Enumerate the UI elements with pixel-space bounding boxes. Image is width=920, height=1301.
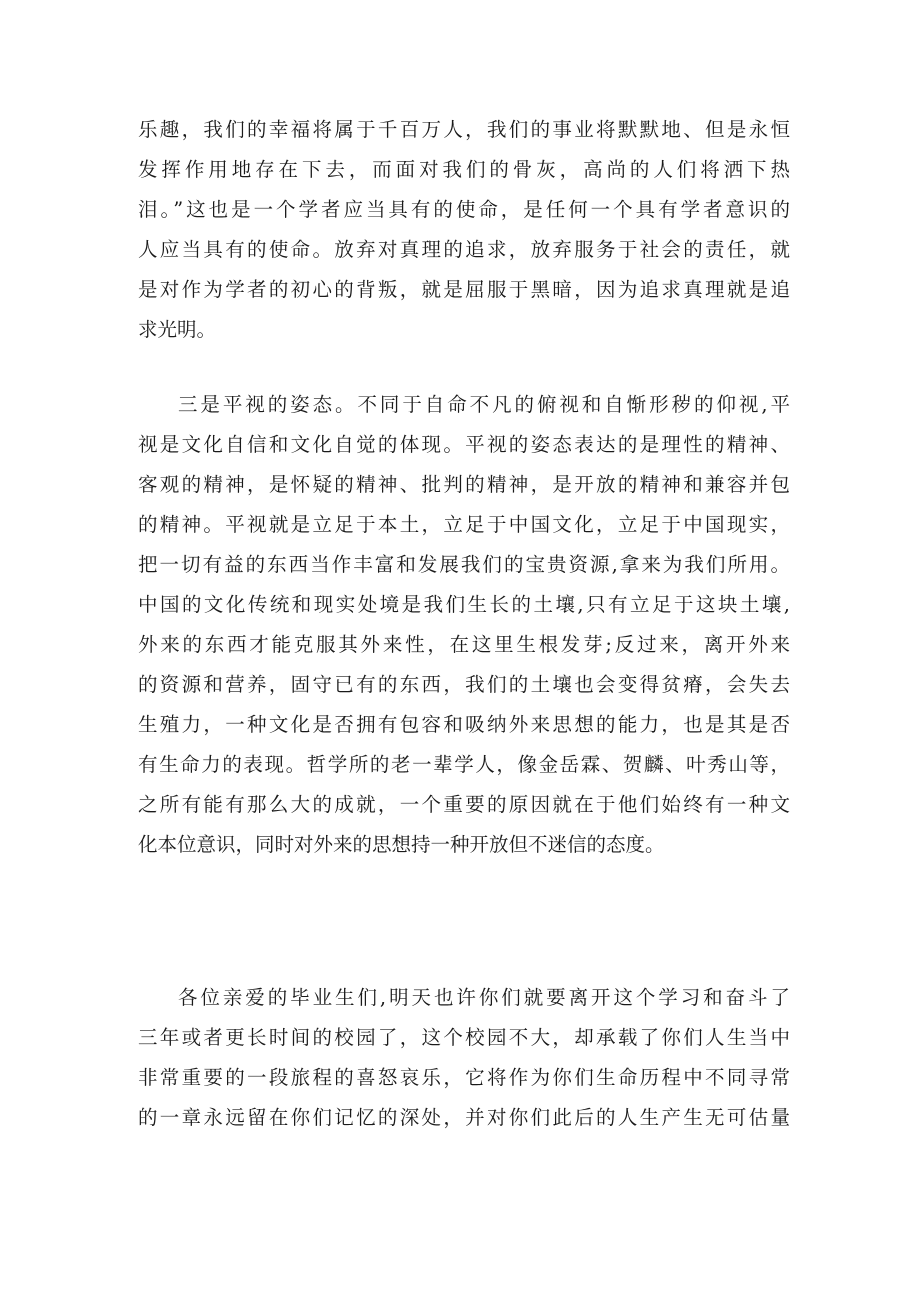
text-line: 的精神。平视就是立足于本土，立足于中国文化，立足于中国现实， bbox=[138, 513, 790, 536]
text-line: 中国的文化传统和现实处境是我们生长的土壤,只有立足于这块土壤, bbox=[138, 593, 790, 616]
text-line: 把一切有益的东西当作丰富和发展我们的宝贵资源,拿来为我们所用。 bbox=[138, 553, 790, 576]
text-line: 之所有能有那么大的成就，一个重要的原因就在于他们始终有一种文 bbox=[138, 793, 790, 816]
paragraph-3 bbox=[138, 978, 790, 1138]
text-line: 外来的东西才能克服其外来性，在这里生根发芽;反过来，离开外来 bbox=[138, 633, 790, 656]
text-line: 的资源和营养，固守已有的东西，我们的土壤也会变得贫瘠，会失去 bbox=[138, 673, 790, 696]
text-line: 生殖力，一种文化是否拥有包容和吸纳外来思想的能力，也是其是否 bbox=[138, 713, 790, 736]
paragraph-1 bbox=[138, 110, 790, 350]
text-line: 非常重要的一段旅程的喜怒哀乐，它将作为你们生命历程中不同寻常 bbox=[138, 1066, 790, 1089]
text-line: 的一章永远留在你们记忆的深处，并对你们此后的人生产生无可估量 bbox=[138, 1106, 790, 1129]
text-line: 客观的精神，是怀疑的精神、批判的精神，是开放的精神和兼容并包 bbox=[138, 473, 790, 496]
text-line: 人应当具有的使命。放弃对真理的追求，放弃服务于社会的责任，就 bbox=[138, 238, 790, 261]
text-line: 视是文化自信和文化自觉的体现。平视的姿态表达的是理性的精神、 bbox=[138, 433, 790, 456]
text-line: 化本位意识，同时对外来的思想持一种开放但不迷信的态度。 bbox=[138, 833, 665, 856]
text-line: 各位亲爱的毕业生们,明天也许你们就要离开这个学习和奋斗了 bbox=[178, 986, 790, 1009]
text-line: 乐趣，我们的幸福将属于千百万人，我们的事业将默默地、但是永恒 bbox=[138, 118, 790, 141]
text-line: 有生命力的表现。哲学所的老一辈学人，像金岳霖、贺麟、叶秀山等， bbox=[138, 753, 790, 776]
text-line: 求光明。 bbox=[138, 318, 217, 341]
text-line: 三年或者更长时间的校园了，这个校园不大，却承载了你们人生当中 bbox=[138, 1026, 790, 1049]
text-line: 三是平视的姿态。不同于自命不凡的俯视和自惭形秽的仰视,平 bbox=[178, 393, 790, 416]
paragraph-2 bbox=[138, 385, 790, 865]
text-line: 泪。”这也是一个学者应当具有的使命，是任何一个具有学者意识的 bbox=[138, 198, 790, 221]
text-line: 发挥作用地存在下去，而面对我们的骨灰，高尚的人们将洒下热 bbox=[138, 158, 790, 181]
text-line: 是对作为学者的初心的背叛，就是屈服于黑暗，因为追求真理就是追 bbox=[138, 278, 790, 301]
